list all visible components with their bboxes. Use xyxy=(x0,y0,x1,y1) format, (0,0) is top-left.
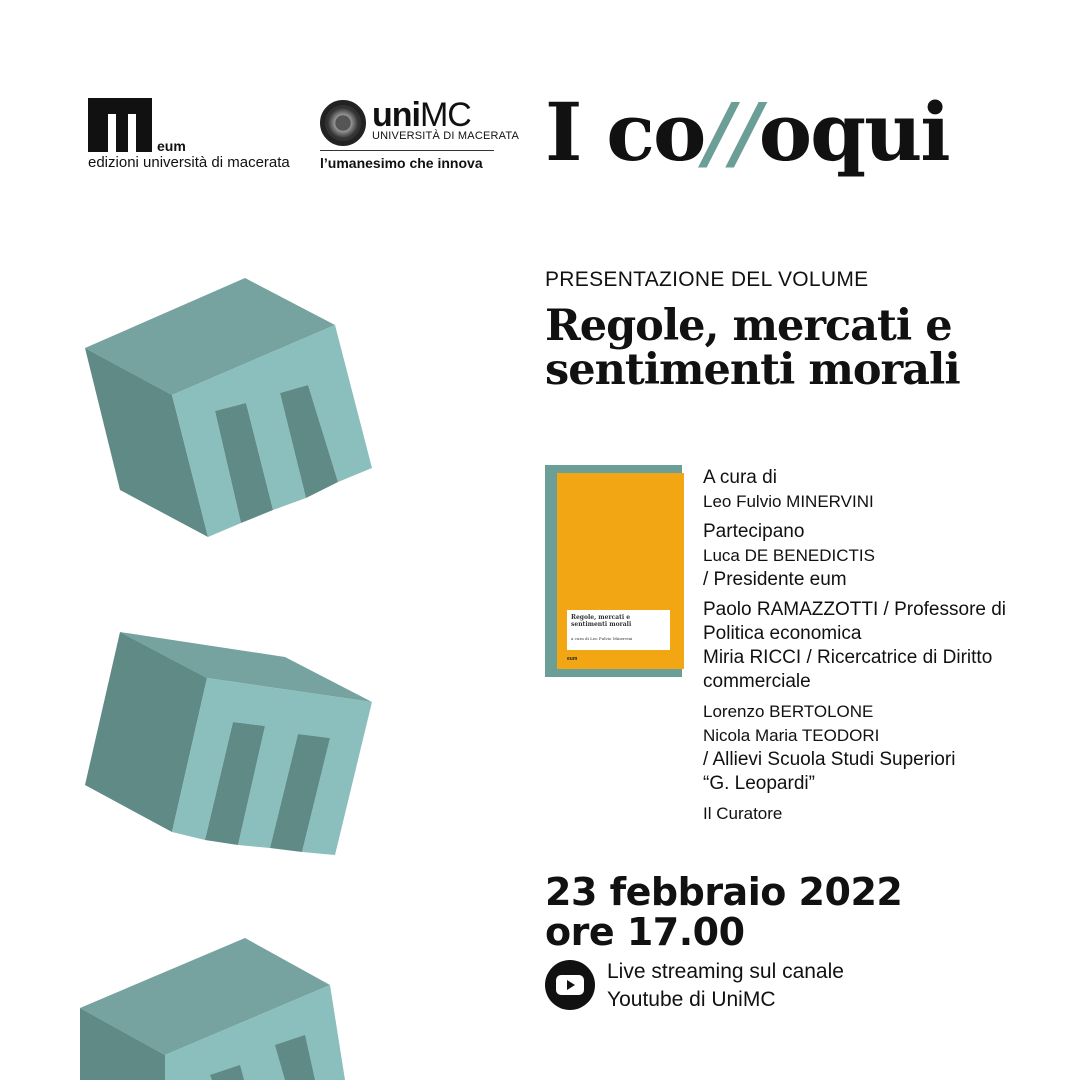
series-logo xyxy=(545,85,949,179)
credits xyxy=(703,466,1063,826)
credit-line: “G. Leopardi” xyxy=(703,773,815,794)
credit-line: / Presidente eum xyxy=(703,569,847,590)
series-slashes: // xyxy=(704,85,759,179)
eum-subtitle: edizioni università di macerata xyxy=(88,154,290,171)
cube-bottom xyxy=(80,938,345,1080)
credit-line: Il Curatore xyxy=(703,804,783,823)
unimc-tagline: l’umanesimo che innova xyxy=(320,155,483,171)
book-front xyxy=(557,473,684,669)
event-datetime xyxy=(545,872,902,952)
book-title: Regole, mercati e sentimenti morali xyxy=(545,301,960,395)
unimc-bold: uni xyxy=(372,96,420,134)
divider xyxy=(320,150,494,151)
credit-line: Luca DE BENEDICTIS xyxy=(703,546,875,565)
book-label xyxy=(567,610,670,650)
cube-top xyxy=(85,278,372,537)
unimc-subtitle: UNIVERSITÀ DI MACERATA xyxy=(372,130,520,142)
kicker: PRESENTAZIONE DEL VOLUME xyxy=(545,268,869,291)
streaming-line: Youtube di UniMC xyxy=(607,988,776,1011)
credit-line: Paolo RAMAZZOTTI / Professore di xyxy=(703,599,1007,620)
series-before: I co xyxy=(545,85,705,179)
cover-editor: a cura di Leo Fulvio Minervini xyxy=(571,636,633,641)
credit-line: / Allievi Scuola Studi Superiori xyxy=(703,749,956,770)
credit-line: Lorenzo BERTOLONE xyxy=(703,702,874,721)
series-after: oqui xyxy=(758,85,949,179)
book-cover xyxy=(545,465,682,677)
cover-title: Regole, mercati e sentimenti morali xyxy=(571,614,632,628)
streaming-info xyxy=(607,958,844,1014)
credit-line: commerciale xyxy=(703,671,811,692)
cube-middle xyxy=(85,632,372,855)
cover-publisher: eum xyxy=(567,656,578,662)
unimc-light: MC xyxy=(419,96,471,134)
event-date: 23 febbraio 2022 xyxy=(545,870,903,914)
youtube-icon[interactable] xyxy=(545,960,595,1010)
streaming-line: Live streaming sul canale xyxy=(607,960,844,983)
eum-logo-word: eum xyxy=(157,138,186,154)
credit-line: Leo Fulvio MINERVINI xyxy=(703,492,874,511)
event-time: ore 17.00 xyxy=(545,910,745,954)
unimc-seal-icon xyxy=(320,100,366,146)
credit-role: A cura di xyxy=(703,467,777,488)
credit-line: Politica economica xyxy=(703,623,862,644)
credit-line: Miria RICCI / Ricercatrice di Diritto xyxy=(703,647,993,668)
credit-line: Nicola Maria TEODORI xyxy=(703,726,880,745)
credit-role: Partecipano xyxy=(703,521,805,542)
eum-logo-mark xyxy=(88,98,152,152)
